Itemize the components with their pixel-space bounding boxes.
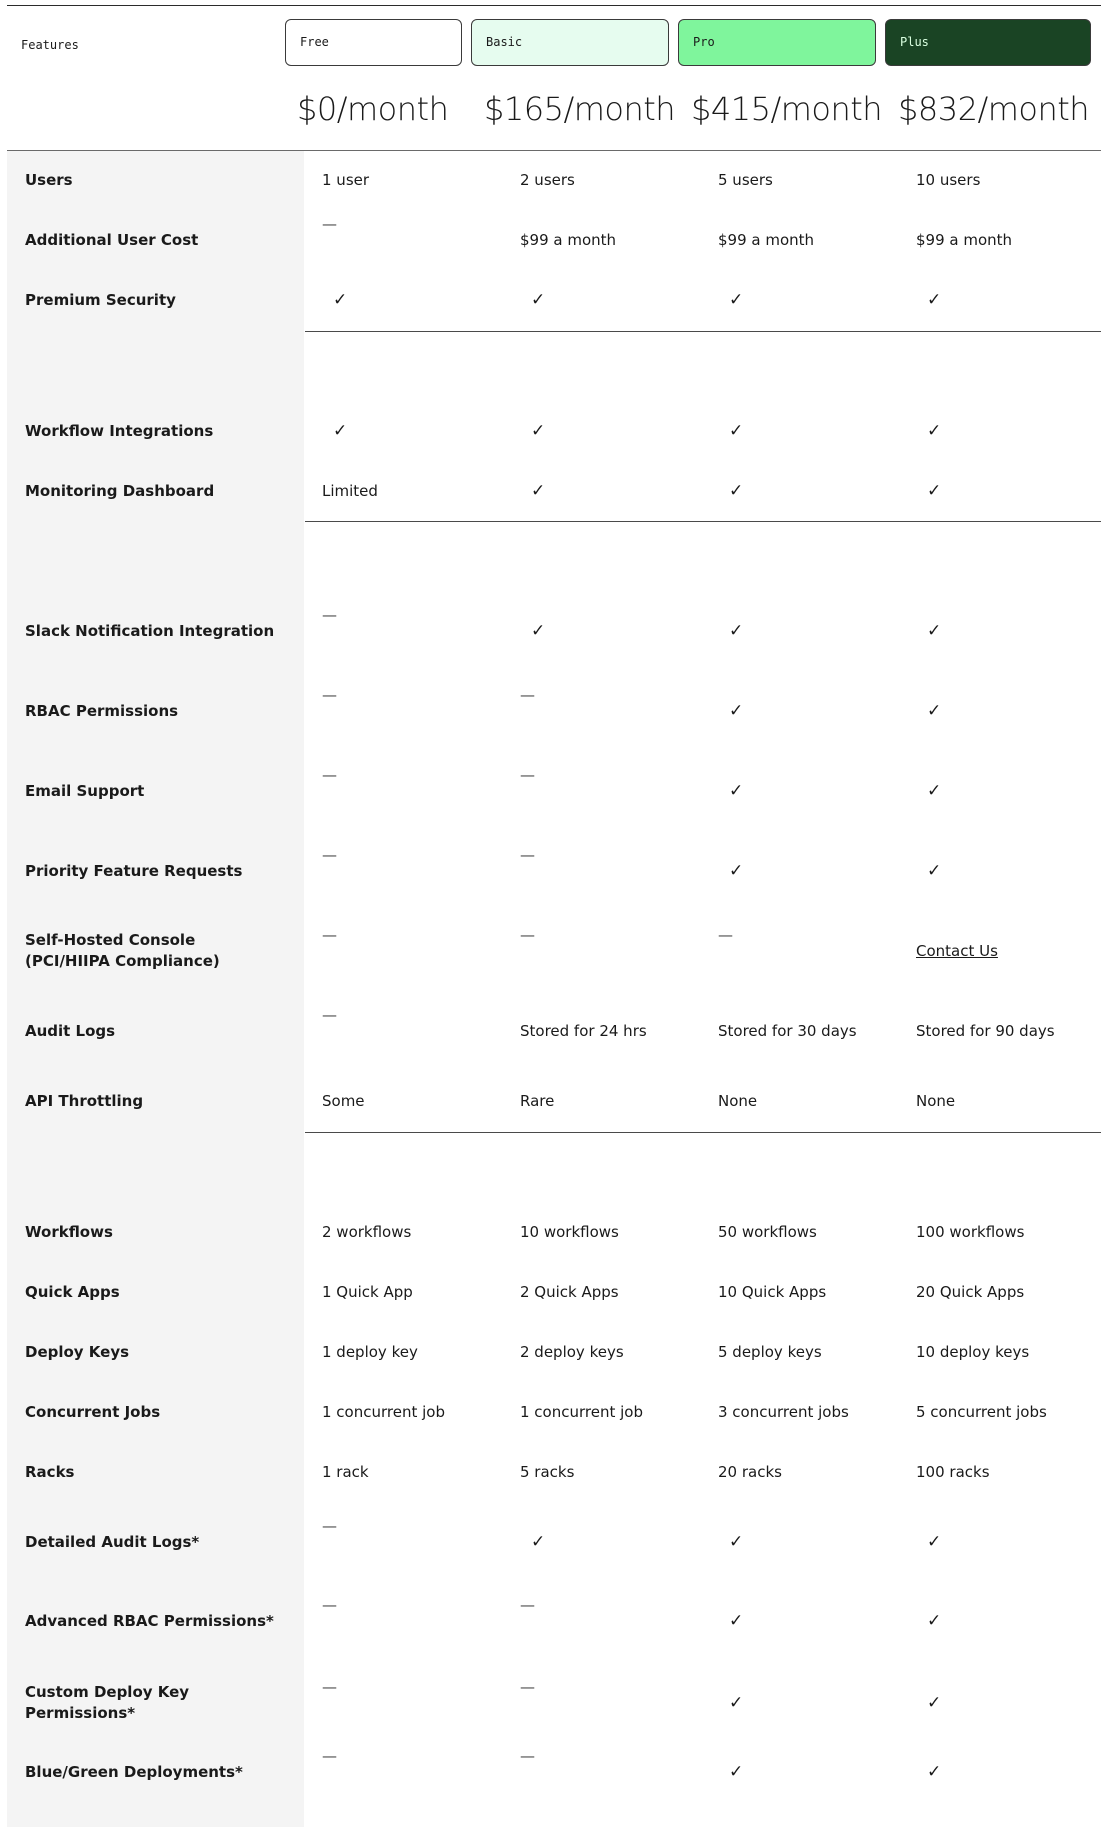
table-row: [0, 686, 1108, 722]
table-row: [0, 1282, 1108, 1303]
table-row: [0, 1678, 1108, 1724]
table-row: [0, 1006, 1108, 1042]
table-row: [0, 215, 1108, 251]
feature-name: Email Support: [25, 782, 145, 800]
cell-value: 5 racks: [520, 1463, 575, 1481]
dash-icon: —: [322, 686, 337, 704]
feature-name: Priority Feature Requests: [25, 862, 243, 880]
check-icon: ✓: [729, 781, 744, 801]
dash-icon: —: [322, 926, 337, 944]
cell-value: 1 Quick App: [322, 1283, 413, 1301]
table-row: [0, 1517, 1108, 1553]
cell-value: 1 rack: [322, 1463, 369, 1481]
check-icon: ✓: [729, 1532, 744, 1552]
feature-name: Racks: [25, 1463, 75, 1481]
cell-value: 5 users: [718, 171, 773, 189]
feature-name: Premium Security: [25, 291, 176, 309]
check-icon: ✓: [531, 621, 546, 641]
cell-value: 1 deploy key: [322, 1343, 418, 1361]
cell-value: $99 a month: [916, 231, 1013, 249]
cell-value: 1 user: [322, 171, 370, 189]
check-icon: ✓: [729, 1611, 744, 1631]
cell-value: 10 workflows: [520, 1223, 619, 1241]
dash-icon: —: [322, 846, 337, 864]
dash-icon: —: [520, 1678, 535, 1696]
table-row: [0, 1342, 1108, 1363]
cell-value: $99 a month: [520, 231, 617, 249]
dash-icon: —: [520, 1596, 535, 1614]
feature-name: Self-Hosted Console (PCI/HIIPA Compliance): [25, 931, 220, 970]
check-icon: ✓: [927, 290, 942, 310]
check-icon: ✓: [333, 421, 348, 441]
dash-icon: —: [322, 1747, 337, 1765]
check-icon: ✓: [927, 1762, 942, 1782]
cell-value: 2 users: [520, 171, 575, 189]
section-divider: [305, 331, 1101, 332]
feature-name: Blue/Green Deployments*: [25, 1763, 243, 1781]
table-row: [0, 1462, 1108, 1483]
feature-name: RBAC Permissions: [25, 702, 179, 720]
dash-icon: —: [520, 926, 535, 944]
feature-name: Workflows: [25, 1223, 113, 1241]
table-row: [0, 170, 1108, 191]
feature-name: Additional User Cost: [25, 231, 199, 249]
check-icon: ✓: [531, 481, 546, 501]
cell-value: 100 workflows: [916, 1223, 1025, 1241]
feature-name: Quick Apps: [25, 1283, 120, 1301]
cell-value: Limited: [322, 482, 378, 500]
cell-value: 20 Quick Apps: [916, 1283, 1025, 1301]
table-row: [0, 481, 1108, 502]
contact-us-link[interactable]: Contact Us: [916, 942, 998, 960]
table-row: [0, 1091, 1108, 1112]
feature-name: Advanced RBAC Permissions*: [25, 1612, 274, 1630]
check-icon: ✓: [729, 481, 744, 501]
plan-button-pro[interactable]: Pro: [678, 19, 876, 66]
cell-value: 20 racks: [718, 1463, 782, 1481]
check-icon: ✓: [729, 701, 744, 721]
dash-icon: —: [322, 215, 337, 233]
check-icon: ✓: [729, 421, 744, 441]
feature-name: Detailed Audit Logs*: [25, 1533, 200, 1551]
feature-name: Users: [25, 171, 73, 189]
dash-icon: —: [322, 1678, 337, 1696]
dash-icon: —: [322, 1517, 337, 1535]
dash-icon: —: [322, 606, 337, 624]
cell-value: 1 concurrent job: [322, 1403, 445, 1421]
table-row: [0, 926, 1108, 972]
cell-value: 10 Quick Apps: [718, 1283, 827, 1301]
price-pro: $415/month: [691, 90, 883, 128]
plan-button-free[interactable]: Free: [285, 19, 462, 66]
check-icon: ✓: [729, 861, 744, 881]
plan-button-plus[interactable]: Plus: [885, 19, 1091, 66]
feature-name: API Throttling: [25, 1092, 144, 1110]
plan-button-basic[interactable]: Basic: [471, 19, 669, 66]
table-row: [0, 1596, 1108, 1632]
cell-value: 100 racks: [916, 1463, 990, 1481]
feature-name: Workflow Integrations: [25, 422, 214, 440]
table-row: [0, 1222, 1108, 1243]
dash-icon: —: [520, 1747, 535, 1765]
check-icon: ✓: [531, 421, 546, 441]
check-icon: ✓: [927, 421, 942, 441]
cell-value: 3 concurrent jobs: [718, 1403, 849, 1421]
dash-icon: —: [322, 1006, 337, 1024]
cell-value: 10 deploy keys: [916, 1343, 1030, 1361]
feature-name: Monitoring Dashboard: [25, 482, 215, 500]
price-free: $0/month: [297, 90, 449, 128]
check-icon: ✓: [927, 621, 942, 641]
check-icon: ✓: [927, 1611, 942, 1631]
cell-value: 2 workflows: [322, 1223, 412, 1241]
check-icon: ✓: [729, 1693, 744, 1713]
cell-value: $99 a month: [718, 231, 815, 249]
dash-icon: —: [322, 766, 337, 784]
cell-value: 1 concurrent job: [520, 1403, 643, 1421]
cell-value: None: [916, 1092, 956, 1110]
dash-icon: —: [520, 846, 535, 864]
dash-icon: —: [718, 926, 733, 944]
price-basic: $165/month: [484, 90, 676, 128]
table-row: [0, 290, 1108, 311]
feature-name: Audit Logs: [25, 1022, 116, 1040]
feature-name: Custom Deploy Key Permissions*: [25, 1683, 190, 1722]
features-column-label: Features: [21, 38, 79, 52]
table-row: [0, 766, 1108, 802]
check-icon: ✓: [531, 1532, 546, 1552]
cell-value: Stored for 30 days: [718, 1022, 857, 1040]
check-icon: ✓: [531, 290, 546, 310]
cell-value: 10 users: [916, 171, 981, 189]
check-icon: ✓: [927, 701, 942, 721]
section-divider: [305, 1132, 1101, 1133]
pricing-header: [0, 0, 1108, 151]
cell-value: Rare: [520, 1092, 555, 1110]
check-icon: ✓: [927, 781, 942, 801]
cell-value: 2 Quick Apps: [520, 1283, 619, 1301]
check-icon: ✓: [729, 290, 744, 310]
price-plus: $832/month: [898, 90, 1090, 128]
check-icon: ✓: [927, 1532, 942, 1552]
check-icon: ✓: [927, 481, 942, 501]
dash-icon: —: [520, 686, 535, 704]
features-column-panel: [7, 151, 304, 1827]
cell-value: 2 deploy keys: [520, 1343, 624, 1361]
check-icon: ✓: [729, 1762, 744, 1782]
feature-name: Concurrent Jobs: [25, 1403, 161, 1421]
table-row: [0, 1402, 1108, 1423]
check-icon: ✓: [333, 290, 348, 310]
cell-value: Some: [322, 1092, 365, 1110]
table-row: [0, 421, 1108, 442]
cell-value: Stored for 24 hrs: [520, 1022, 647, 1040]
cell-value: None: [718, 1092, 758, 1110]
dash-icon: —: [322, 1596, 337, 1614]
cell-value: 50 workflows: [718, 1223, 817, 1241]
dash-icon: —: [520, 766, 535, 784]
section-divider: [305, 521, 1101, 522]
check-icon: ✓: [927, 861, 942, 881]
feature-name: Slack Notification Integration: [25, 622, 275, 640]
feature-name: Deploy Keys: [25, 1343, 130, 1361]
check-icon: ✓: [729, 621, 744, 641]
cell-value: 5 concurrent jobs: [916, 1403, 1047, 1421]
cell-value: 5 deploy keys: [718, 1343, 822, 1361]
check-icon: ✓: [927, 1693, 942, 1713]
table-row: [0, 846, 1108, 882]
cell-value: Stored for 90 days: [916, 1022, 1055, 1040]
table-row: [0, 606, 1108, 642]
table-row: [0, 1747, 1108, 1783]
